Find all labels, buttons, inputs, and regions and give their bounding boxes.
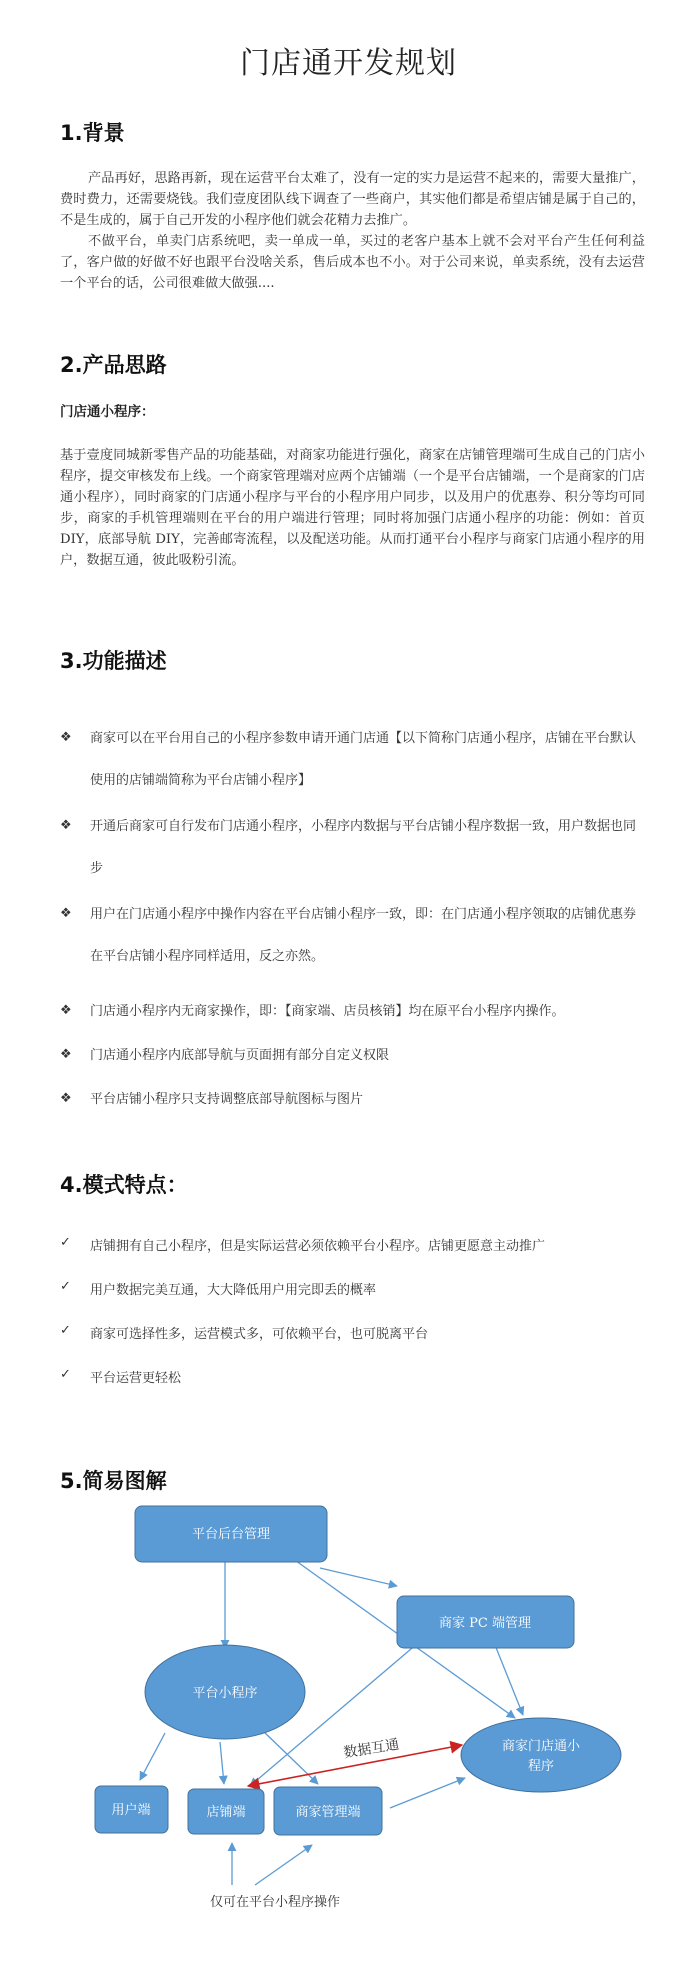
node-merchant-pc — [397, 1596, 574, 1648]
section-heading-idea: 2.产品思路 — [60, 353, 167, 377]
diamond-bullet-icon: ❖ — [60, 906, 72, 921]
checkmark-icon: ✓ — [60, 1279, 71, 1294]
feature-text: 门店通小程序内无商家操作，即：【商家端、店员核销】均在原平台小程序内操作。 — [90, 1004, 565, 1019]
diamond-bullet-icon: ❖ — [60, 818, 72, 833]
node-store-mini-label-line1: 商家门店通小 — [501, 1739, 581, 1754]
background-paragraph-1: 产品再好，思路再新，现在运营平台太难了，没有一定的实力是运营不起来的，需要大量推广，费时费力，还需要烧钱。我们壹度团队线下调查了一些商户，其实他们都是希望店铺是属于自己的，不是生成的，属于自己开发的小程序他们就会花精力去推广。 — [60, 171, 645, 228]
node-merchant-pc-label: 商家 PC 端管理 — [439, 1616, 531, 1631]
data-sync-label: 数据互通 — [342, 1736, 401, 1762]
mode-text: 平台运营更轻松 — [90, 1371, 182, 1386]
mode-text: 用户数据完美互通，大大降低用户用完即丢的概率 — [90, 1283, 377, 1298]
node-platform-admin — [135, 1506, 327, 1562]
feature-text: 平台店铺小程序只支持调整底部导航图标与图片 — [90, 1092, 364, 1107]
arrow-footnote-to-merchant-mgmt — [255, 1845, 312, 1885]
arrow-platform-mini-to-store — [220, 1742, 224, 1784]
diamond-bullet-icon: ❖ — [60, 1047, 72, 1062]
node-store-mini — [461, 1718, 621, 1792]
checkmark-icon: ✓ — [60, 1235, 71, 1250]
diamond-bullet-icon: ❖ — [60, 1003, 72, 1018]
node-merchant-mgmt — [274, 1787, 382, 1835]
idea-subheading: 门店通小程序： — [60, 404, 155, 420]
feature-text: 用户在门店通小程序中操作内容在平台店铺小程序一致，即：在门店通小程序领取的店铺优惠券在平台店铺小程序同样适用，反之亦然。 — [90, 907, 637, 964]
arrow-admin-to-merchant-pc — [320, 1568, 397, 1586]
arrow-platform-mini-to-merchant-mgmt — [262, 1730, 318, 1784]
feature-text: 门店通小程序内底部导航与页面拥有部分自定义权限 — [90, 1048, 390, 1063]
diamond-bullet-icon: ❖ — [60, 730, 72, 745]
arrow-platform-mini-to-user — [140, 1733, 165, 1780]
arrow-merchant-mgmt-to-store-mini — [390, 1778, 465, 1808]
node-user-label: 用户端 — [111, 1803, 151, 1818]
node-platform-mini-label: 平台小程序 — [192, 1686, 258, 1701]
feature-text: 商家可以在平台用自己的小程序参数申请开通门店通【以下简称门店通小程序，店铺在平台默认使用的店铺端简称为平台店铺小程序】 — [90, 731, 637, 788]
feature-text: 开通后商家可自行发布门店通小程序，小程序内数据与平台店铺小程序数据一致，用户数据也同步 — [90, 819, 637, 876]
idea-paragraph: 基于壹度同城新零售产品的功能基础，对商家功能进行强化，商家在店铺管理端可生成自己的门店小程序，提交审核发布上线。一个商家管理端对应两个店铺端（一个是平台店铺端，一个是商家的门店通小程序），同时商家的门店通小程序与平台的小程序用户同步，以及用户的优惠券、积分等均可同步，商家的手机管理端则在平台的用户端进行管理；同时将加强门店通小程序的功能：例如：首页 DIY，底部导航 DIY，完善邮寄流程，以及配送功能。从而打通平台小程序与商家门店通小程序的用户，数据互通，彼此吸粉引流。 — [60, 448, 645, 568]
document-title: 门店通开发规划 — [240, 46, 457, 81]
section-heading-diagram: 5.简易图解 — [60, 1469, 167, 1493]
node-platform-admin-label: 平台后台管理 — [191, 1527, 271, 1542]
node-platform-mini — [145, 1645, 305, 1739]
section-heading-mode: 4.模式特点： — [60, 1173, 188, 1197]
diagram-footnote: 仅可在平台小程序操作 — [209, 1895, 341, 1910]
background-paragraph-2: 不做平台，单卖门店系统吧，卖一单成一单，买过的老客户基本上就不会对平台产生任何利益了，客户做的好做不好也跟平台没啥关系，售后成本也不小。对于公司来说，单卖系统，没有去运营一个平台的话，公司很难做大做强.... — [60, 234, 645, 291]
node-user — [95, 1786, 168, 1833]
node-store-mini-label-line2: 程序 — [527, 1759, 555, 1774]
mode-text: 商家可选择性多，运营模式多，可依赖平台，也可脱离平台 — [90, 1327, 429, 1342]
checkmark-icon: ✓ — [60, 1367, 71, 1382]
node-store-label: 店铺端 — [206, 1805, 246, 1820]
section-heading-features: 3.功能描述 — [60, 649, 167, 673]
mode-text: 店铺拥有自己小程序，但是实际运营必须依赖平台小程序。店铺更愿意主动推广 — [90, 1239, 546, 1254]
section-heading-background: 1.背景 — [60, 121, 125, 145]
diamond-bullet-icon: ❖ — [60, 1091, 72, 1106]
checkmark-icon: ✓ — [60, 1323, 71, 1338]
node-store — [188, 1789, 264, 1834]
node-merchant-mgmt-label: 商家管理端 — [295, 1805, 361, 1820]
